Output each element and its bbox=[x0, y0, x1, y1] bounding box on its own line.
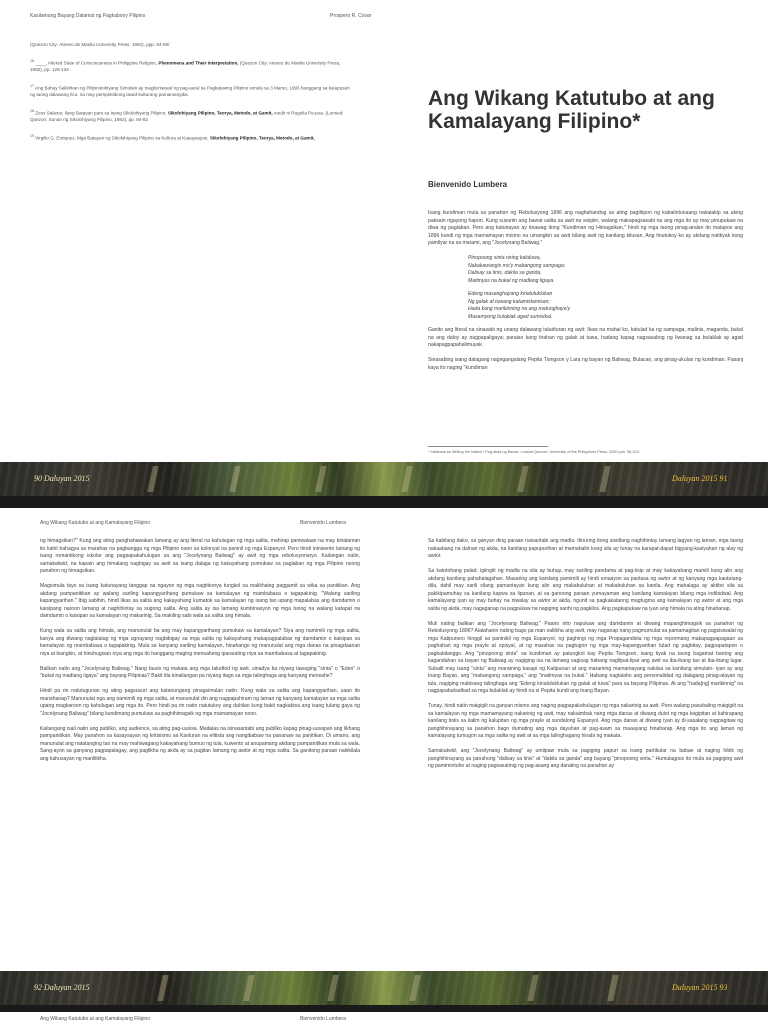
footnote bbox=[30, 108, 350, 123]
running-head-right: Bienvenido Lumbera bbox=[300, 1016, 346, 1022]
article-body-column bbox=[428, 210, 743, 380]
decorative-stripe bbox=[315, 466, 327, 492]
decorative-stripe bbox=[229, 466, 241, 492]
footnote-bold-title: Sikolohiyang Pilipino, Teorya, Metodo, at Gamit, bbox=[167, 110, 273, 116]
decorative-stripe bbox=[517, 466, 529, 492]
article-author: Bienvenido Lumbera bbox=[428, 180, 508, 189]
body-paragraph: Kailangang isali natin ang publiko, ang audience, sa ating pag-uusisa. Madalas na isinasantabi ang publiko kapag pinag-uusapan ang likhang pampanitikan. May panahon sa kasaysayan ng kritisismo sa Kanluran na elitista ang nangibabaw na pananaw sa panitikan. Di umano, ang manunulat ang natatanging tao na may mahiwagang kakayahang bumuo ng tula, kuwento at anupamang akdang pampanitikan mula sa wala. Sang-ayon sa ganyang pagpapalagay, ang paglikha ng akda ay sa pagitan lamang ng awtor at ng mga salita. Sa ganitong paraan nakikilala ang kahusayan ng manlilikha. bbox=[40, 725, 360, 762]
footnote bbox=[30, 58, 350, 73]
footnote bbox=[30, 42, 350, 48]
article-footnote: * Inilathala sa Writing the Nation / Pag-akda ng Bansa. Lunsod Quezon: University of the Philippines Press, 2000 pah. 96-104. bbox=[428, 450, 640, 454]
decorative-stripe bbox=[243, 975, 255, 1001]
footnote-number: 17 bbox=[30, 84, 34, 89]
page-spread-3 bbox=[0, 1012, 768, 1024]
body-paragraph: Samakatwid, ang "Jocelynang Baliwag" ay umiipaw mula sa pagiging papuri sa isang partikular na babae at naging hibik ng panghihinayang sa panahong "dalisay sa linis" at "dakila sa ganda" ang bayang "pinopoong sinta." Humulagpos ito mula sa pagiging awit ng pamimintuho at naging pagsasatinig ng pag-asang ang darating na panahon ay bbox=[428, 748, 743, 769]
poem-line: Edeng masanghayang kinaluluklukan bbox=[468, 291, 553, 297]
body-paragraph: Sinasabing isang dalagang nagngangalang Pepita Tiongson y Lara ng bayan ng Baliwag, Bulacan, ang pinag-ukulan ng kundiman. Pasanj kaya ito naging "kundiman bbox=[428, 357, 743, 371]
decorative-stripe bbox=[147, 466, 159, 492]
running-head-right: Bienvenido Lumbera bbox=[300, 520, 346, 526]
body-paragraph: Sa kabilang dako, sa ganyan ding paraan naisantabi ang madla. Itinuring itong sisidlang naghihintay lamang lagyan ng laman, mga taong nakaabang na dalnan ng akda, na kanilang papupurihan at mamahalin kung sila ay tunay na karapat-dapat bigyang-kasiyahan ng alay ng awtor. bbox=[428, 538, 743, 559]
decorative-stripe bbox=[599, 466, 611, 492]
page-spread-1 bbox=[0, 0, 768, 462]
body-paragraph: Magsimula tayo sa isang katunayang tanggap na ngayon ng mga nagtiteorya tungkol sa malikhaing paggamit sa wika sa panitikan. Ang akdang pampanitikan ay walang sariling kapangyarihang pumukaw sa kamalayan ng mambabasa o tagapakinig. "Walang sariling kapangyarihan." Ibig sabihin, hindi likas sa salita ang kakayahang kumatok sa kamalayan ng isang tao upang mapalabas ang damdamin o kaisipang naroon lamang at naghihintay sa sugong salita. Ang salita ay isa lamang kumbinasyon ng mga tunog na walang katapat na damdamin o kaisipan sa kamalayan ng makarinig. Sa makiling sabi wala sa salita ang himala. bbox=[40, 583, 360, 619]
page-footer-band bbox=[0, 971, 768, 1005]
page-number-right: Daluyan 2015 91 bbox=[672, 474, 728, 483]
footnote-text: Virgilio G. Enriquez, Mga Batayan ng Sikolohiyang Pilipino sa Kultura at Kasaysayan, bbox=[35, 135, 209, 141]
page-spread-2 bbox=[0, 508, 768, 971]
poem-line: Matimyas na bukal ng madlang ligaya. bbox=[468, 277, 555, 284]
footnote-text: ____, Altered State of Consciousness in Philippine Religion, bbox=[35, 60, 158, 66]
right-text-column bbox=[428, 538, 743, 778]
body-paragraph: Hindi pa rin natutugunan ng ating pagsusuri ang katanungang pinagsimulan natin. Kung wala sa salita ang kapangyarihan, saan ito manahanap? Manunulat nga ang namimili ng mga salita, at manunulat din ang nagpapahiram ng laman ng kanyang kamalayan sa mga salita upang magkaroon ng kahulugan ang mga ito. Pero hindi pa rin natin natutukoy ang dahilan kung bakit nagkabisa ang isang tulang gaya ng "Jocelynang Baliwag" bilang kundimang pumukaw sa paghihimagsik ng mga mamamayan noon. bbox=[40, 688, 360, 717]
poem-line: Nakakawangis mo'y mabangong sampaga; bbox=[468, 262, 566, 269]
footnote-text: Zeus Salazar, Ilang Batayan para sa Isang Sikolohiyang Pilipino, bbox=[35, 110, 167, 116]
footnote-text: (Quezon City: Ateneo de Manila University Press, 1992), ppp. 84-90/ bbox=[30, 42, 170, 47]
decorative-stripe bbox=[527, 975, 539, 1001]
poem-stanza bbox=[468, 291, 743, 321]
footnote-divider bbox=[428, 446, 548, 447]
poem-line: Masamyong bulaklak agad sumisikal. bbox=[468, 313, 553, 320]
footnote-text: (Quezon City: Ateneo de Manila University Press, 1992), pp. 126-134 bbox=[30, 60, 341, 72]
body-paragraph: Isang kundiman mula sa panahon ng Rebolusyong 1896 ang naghahandog sa ating pagtitipon ng kabalintunaang nakalakip sa aking paksain ngayong hapon. Kung susuriin ang bawat salita sa awit na sisipiin, walang makapagsasabi na ang mga ito ay may pinupukaw na diwa ng paglaban. Pero ang katunayan ay tinawag itong "Kundiman ng Himagsikan," hindi ng mga taong pinag-aralan ito matapos ang 1896 kundi ng mga mamamayan mismo na umangkin sa awit bilang awit ng kanilang kilusan. Ang tinutukoy ko ay akdang natitiyak kong pamilyar na sa marami, ang "Jocelynang Baliwag." bbox=[428, 210, 743, 246]
running-head-left: Kasilamang Bayang Dalamat ng Pagkabooy Pilipino bbox=[30, 13, 146, 19]
page-number-right: Daluyan 2015 93 bbox=[672, 983, 728, 992]
page-footer-band bbox=[0, 462, 768, 496]
decorative-stripe bbox=[157, 975, 169, 1001]
body-paragraph: Sa katotohang palad, igiingiit ng madla na sila ay buhay, may sariling pandama at pag-iisip at may kakayahang mamili kung alin ang akdang kanilang pahahalagahan. Maaaring ang kanilang pamimili ay hindi umaayon sa panlasa ng awtor at ng kanyang mga kaututang-dila, dahil may sarili silang pamantayan kung alin ang makabuluhan at makabuluhan sa kanila. Ang mahalaga ay aktibo sila sa pakikipamuhay sa kanilang kapwa sa lipunan, at sa ganoong paraan yumayaman ang kanilang kamalayan bilang mga indibidwal. Ang kamalayang iyan ay may buhay na niwalay sa awtor at akda, ngunit sa pagkakataong magtugma ang kamalayan ng awtor at ang mga salita ng akda, may nagaganap na pagpukaw na nagiging sanhi ng pagkilos. Ang pagkapukaw na iyan ang himala na ating hinahanap. bbox=[428, 568, 743, 612]
footnote-number: 16 bbox=[30, 59, 34, 64]
decorative-stripe bbox=[327, 975, 339, 1001]
body-paragraph: Balikan natin ang "Jocelynang Baliwag." Nang buuin ng makata ang mga taludtod ng awit, sinadya ba niyang tawaging "sinta" o "Eden" o "bukal ng madlang ligaya" ang bayang Pilipinas? Bakit tila kinailangan pa niyang itago sa mga talinghaga ang kanyang mensahe? bbox=[40, 665, 360, 679]
running-head-left: Ang Wikang Katutubo at ang Kamalayang Filipino bbox=[40, 520, 151, 526]
footnote-text: Inedit ni Rogelia Pe-pua, (Lunsod: Quezon: Sunan ng Sikolohiyang Pilipino, 1982), pp. 84-82 bbox=[30, 110, 344, 122]
body-paragraph: ng himagsikan?" Kung ang ating panghahawakan lamang ay ang literal na kahulugan ng mga salita, mahirap paniwalaan na may kinalaman ito kahit bahagya sa marahas na pagbangga ng mga Pilipino noon sa kolonyal na paninil ng mga Espanyol. Pero hindi ininisento lamang ng isang romantikong iskolar ang pagpapakahulugan sa ang "Jocelynang Baliwag" ay awit ng mga rebolusyonaryo. Kailangan natin, samakatwid, na kapain ang himalang nagbigay sa awit sa isang dalaga ng kakayahang pumukaw sa pagiaban ng mga Pilipino noong panahon ng himagsikan. bbox=[40, 538, 360, 574]
footnote-bold-title: Sikolohiyang Pilipino, Teorya, Metodo, at Gamit, bbox=[209, 135, 315, 141]
poem-line: Hada kang marikinning na ang matunghaya'y bbox=[468, 306, 571, 312]
footnote-text: Ang Bahay Salikrikan ng Pilipinolohiyang Simulain ay magiluniwsad ng pag-aaral sa Pagkatawng Pilipino simula sa 3 Marso, 1993 hanggang sa kalapusan ng taong dalawang Ilco, na may perspektibong tawid-kulturang pamamangika. bbox=[30, 85, 350, 97]
running-head-left: Ang Wikang Katutubo at ang Kamalayang Filipino bbox=[40, 1016, 151, 1022]
decorative-stripe bbox=[401, 466, 413, 492]
body-paragraph: Muli nating balikan ang "Jocelynang Baliwag." Paano nito napukaw ang damdamin at diwang mapanghimagsik sa panahon ng Rebolusyong 1896? Alalahanin nating bago pa man naliikha ang awit, may naganap nang pagmumulat sa pamamagitan ng pagsisiwalat ng mga Katipunero hinggil sa paninikil ng mga Espanyol, ng paghingi ng mga Propagandista ng mga repormang makapagpapagaan sa paghahari ng mga prayle at opisyal, at ng marahas na pagtugon ng mga may-kapangyarihan tulad ng pagbitay, pagpapatapon o pagkabilanggo. Ang "pinopoong sinta" sa kundiman ay patungkol kay Pepita Tiongson, isang tiyak na taong bagamat bantog ang kagandahan sa bayan ng Baliwag ay nagiging isa na lamang sagisag habang nagliipat-lipat ang awit sa iba-ibang tao at iba-ibang lugar. Subalit may isang "sinta" ang maraming kasapi ng Katipunan at ang maraming mamamayang nakiisa sa kanilang simulain- iyan ay ang Inang Bayan, ang "mabangong sampaga," ang "matimyas na bukal." Habang naglalaho ang personalidad ng dalagang pinag-alayan ng tula, nagiging mabisang talinghaga ang "Edeng kinaluluklukan ng galak at tuwa" para sa bayang Pilipinas. At ang "hada[ng] marikinnig" na nagpapabukadkad sa mga bulaklak ay hindi na si Pepita kundi ang Inang Bayan. bbox=[428, 620, 743, 694]
decorative-stripe bbox=[409, 975, 421, 1001]
poem-stanza bbox=[468, 255, 743, 285]
footnotes-column bbox=[30, 42, 350, 152]
footnote bbox=[30, 133, 350, 142]
body-paragraph: Tunay, hindi natin maigigiit na ganyan mismo ang naging pagpapakahulugan ng mga nakarinig sa awit. Pero walang pasubaling maigigiit na sa kamalayan ng mga mamamayang nakarinig ng awit, may nakaimbak nang mga danas at diwang duiot ng mga kagipitan at kahirapang kanilang tiniis sa ilalim ng kalupitan ng mga prayle at sundalong Espanyol. Ang mga danas at diwang iyan ay di-sasalang nagpagitaw ng panghihinayang sa panahon bago dumating ang mga dayuhan at pag-asam sa maaayang hinaharap. Ang mga ito ang laman ng kamalayang tumugon sa mga salita ng awit at sa mga talinghagang hinabi ng makata. bbox=[428, 703, 743, 739]
left-text-column bbox=[40, 538, 360, 771]
article-title: Ang Wikang Katutubo at ang Kamalayang Filipino* bbox=[428, 87, 715, 133]
running-head-right: Prospero R. Covar bbox=[330, 13, 372, 19]
page-number-left: 90 Daluyan 2015 bbox=[34, 474, 90, 483]
poem-line: Ng galak at tuwang katamistamisan; bbox=[468, 298, 550, 305]
footnote-number: 19 bbox=[30, 134, 34, 139]
poem-line: Pinopoong sinta niring kaluluwa, bbox=[468, 255, 542, 261]
footnote bbox=[30, 83, 350, 98]
footnote-bold-title: Phenomena and Their Interpretation, bbox=[158, 60, 239, 66]
page-number-left: 92 Daluyan 2015 bbox=[34, 983, 90, 992]
body-paragraph: Kung wala sa salita ang himala, ang manunulat ba ang may kapangyarihang pumukaw sa kamalayan? Siya ang namimili ng mga salita, kanya ang diwang naglalatag ng mga ugnayang nagbibigay sa mga salita ng kakayahang makapagpalabas ng damdamin o kaisipan sa kamalayan ng mambabasa o tagapakinig. Mula sa kanyang sariling kamalayan, hinahango ng manunulat ang mga danas na pinagdaanan niya at ikangkin, at hinuhugisan niya ang mga ito hanggang maging mensaheng ipararating niya sa mambabasa at tagapakinig. bbox=[40, 628, 360, 657]
body-paragraph: Ganito ang literal na sinasabi ng unang dalawang taludturan ng awit: Ikaw na mahal ko, katulad ka ng sampaga, malinis, maganda, bukal na ang daloy ay nagpapaligaya; paraiso kang tirahan ng galak at tuwa, hadang kapag nagsasabog ng liwanag sa bulaklak ay agad nakapagpapahalimuyak. bbox=[428, 327, 743, 348]
footnote-number: 18 bbox=[30, 109, 34, 114]
decorative-stripe bbox=[607, 975, 619, 1001]
poem-line: Dalisay sa linis, dakila sa ganda, bbox=[468, 270, 542, 276]
